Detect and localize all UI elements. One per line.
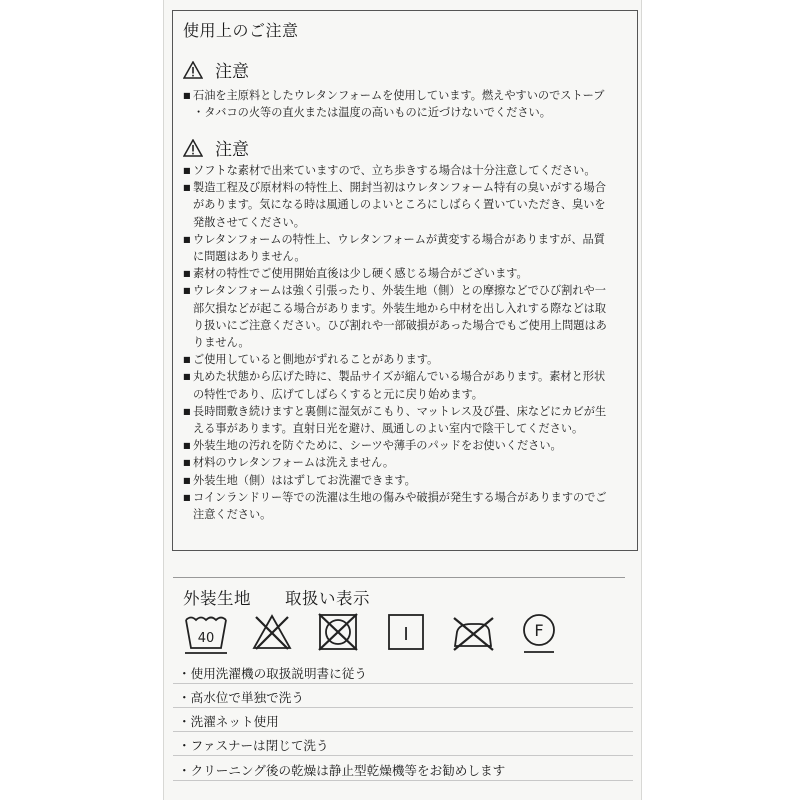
divider <box>173 577 625 578</box>
caution-item <box>183 162 627 179</box>
caution-item-line: 発散させてください。 <box>193 215 305 229</box>
bullet-marker: ■ <box>183 355 191 365</box>
bullet-marker: ■ <box>183 372 191 382</box>
bullet-marker <box>183 386 193 403</box>
line-dry-icon <box>386 612 426 652</box>
caution-item <box>183 368 627 402</box>
care-instruction-item: ・洗濯ネット使用 <box>178 714 279 729</box>
bullet-marker <box>183 420 193 437</box>
bullet-marker <box>183 300 193 317</box>
bullet-marker: ■ <box>183 166 191 175</box>
caution-item-line: 外装生地の汚れを防ぐために、シーツや薄手のパッドをお使いください。 <box>193 439 562 453</box>
caution-item-line: ウレタンフォームの特性上、ウレタンフォームが黄変する場合がありますが、品質 <box>193 232 605 246</box>
no-iron-icon <box>449 612 497 652</box>
caution-item <box>183 403 627 437</box>
dry-clean-label: F <box>534 621 544 640</box>
caution-item-line: 注意ください。 <box>193 508 272 522</box>
caution-item-line: 丸めた状態から広げた時に、製品サイズが縮んでいる場合があります。素材と形状 <box>193 370 606 384</box>
caution-item <box>183 179 627 231</box>
bullet-marker <box>183 506 193 523</box>
caution-item <box>183 231 627 265</box>
caution-2-list <box>183 162 627 523</box>
caution-item-line: があります。気になる時は風通しのよいところにしばらく置いていただき、臭いを <box>193 198 606 212</box>
care-symbols <box>183 612 563 664</box>
care-instruction-item: ・ファスナーは閉じて洗う <box>178 738 329 753</box>
caution-item <box>183 472 627 489</box>
caution-item-line: える事があります。直射日光を避け、風通しのよい室内で陰干してください。 <box>193 422 584 436</box>
wash-temp-label: 40 <box>197 631 215 646</box>
caution-heading-text: 注意 <box>215 140 249 160</box>
care-item-divider <box>173 731 633 732</box>
line-dry-label: I <box>403 624 409 645</box>
caution-item-line: ソフトな素材で出来ていますので、立ち歩きする場合は十分注意してください。 <box>193 164 596 177</box>
care-instruction-item: ・クリーニング後の乾燥は静止型乾燥機等をお勧めします <box>178 763 506 778</box>
care-instruction-item: ・使用洗濯機の取扱説明書に従う <box>178 666 367 681</box>
dry-clean-f-icon <box>519 612 559 658</box>
caution-item <box>183 437 627 454</box>
bullet-marker: ■ <box>183 492 191 502</box>
caution-item <box>183 265 627 282</box>
bullet-marker: ■ <box>183 441 191 451</box>
caution-item <box>183 282 627 351</box>
caution-heading-text: 注意 <box>215 62 249 82</box>
caution-item-line: に問題はありません。 <box>193 250 306 264</box>
page-title: 使用上のご注意 <box>183 21 299 40</box>
caution-item-line: の特性であり、広げてしばらくすると元に戻り始めます。 <box>193 387 483 401</box>
bullet-marker <box>183 334 193 351</box>
no-bleach-icon <box>251 612 293 652</box>
caution-item-line: ご使用していると側地がずれることがあります。 <box>193 353 439 367</box>
caution-item <box>183 351 627 368</box>
caution-1-line: ・タバコの火等の直火または温度の高いものに近づけないでください。 <box>193 106 551 120</box>
caution-item-line: 外装生地（側）ははずしてお洗濯できます。 <box>193 473 416 487</box>
care-item-divider <box>173 755 633 756</box>
bullet-marker: ■ <box>183 406 191 416</box>
bullet-marker: ■ <box>183 183 191 193</box>
caution-1-text: ■ 石油を主原料としたウレタンフォームを使用しています。燃えやすいのでストーブ ・タバコの火等の直火または温度の高いものに近づけないでください。 <box>183 87 627 121</box>
caution-item-line: コインランドリー等での洗濯は生地の傷みや破損が発生する場合がありますのでご <box>193 490 607 504</box>
caution-item-line: 素材の特性でご使用開始直後は少し硬く感じる場合がございます。 <box>193 267 528 281</box>
bullet-marker <box>183 214 193 231</box>
bullet-marker: ■ <box>183 234 191 244</box>
caution-item-line: りません。 <box>193 336 250 350</box>
caution-item-line: ウレタンフォームは強く引張ったり、外装生地（側）との摩擦などでひび割れや一 <box>193 284 606 298</box>
care-item-divider <box>173 683 633 684</box>
caution-item <box>183 489 627 523</box>
care-item-divider <box>173 707 633 708</box>
care-title: 外装生地 取扱い表示 <box>183 589 370 608</box>
warning-icon <box>183 61 203 79</box>
bullet-marker: ■ <box>183 475 191 485</box>
bullet-marker: ■ <box>183 286 191 296</box>
caution-item-line: 材料のウレタンフォームは洗えません。 <box>193 456 395 470</box>
bullet-marker: ■ <box>183 458 191 468</box>
caution-item-line: 長時間敷き続けますと裏側に湿気がこもり、マットレス及び畳、床などにカビが生 <box>193 404 607 418</box>
care-instruction-item: ・高水位で単独で洗う <box>178 690 304 705</box>
bullet-marker <box>183 317 193 334</box>
caution-heading-1 <box>183 57 249 82</box>
caution-item <box>183 454 627 471</box>
caution-1-line: 石油を主原料としたウレタンフォームを使用しています。燃えやすいのでストーブ <box>193 89 605 102</box>
warning-icon <box>183 139 203 157</box>
caution-heading-2 <box>183 135 249 160</box>
bullet-marker <box>183 196 193 213</box>
caution-item-line: 製造工程及び原材料の特性上、開封当初はウレタンフォーム特有の臭いがする場合 <box>193 181 606 195</box>
bullet-marker <box>183 248 193 265</box>
caution-item-line: 部欠損などが起こる場合があります。外装生地から中材を出し入れする際などは取 <box>193 301 607 315</box>
wash-40-icon <box>183 612 229 656</box>
bullet-marker: ■ <box>183 269 191 279</box>
caution-item-line: り扱いにご注意ください。ひび割れや一部破損があった場合でもご使用上問題はあ <box>193 318 607 332</box>
no-tumble-dry-icon <box>317 612 361 652</box>
care-item-divider <box>173 780 633 781</box>
